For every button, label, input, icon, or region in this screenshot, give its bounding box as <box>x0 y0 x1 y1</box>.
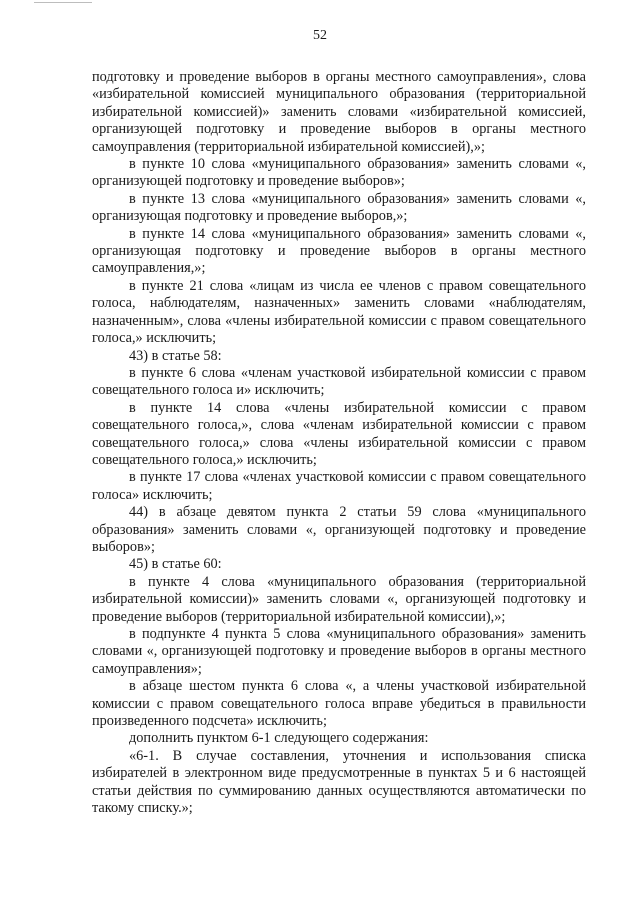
paragraph: в пункте 21 слова «лицам из числа ее членов с правом совещательного голоса, наблюдателям, назначенных» заменить словами «наблюдателям, назначенным», слова «члены избирательной комиссии с правом совещательного голоса,» исключить; <box>92 277 586 347</box>
page-number: 52 <box>313 28 327 43</box>
paragraph: подготовку и проведение выборов в органы местного самоуправления», слова «избирательной комиссией муниципального образования (территориальной избирательной комиссией)» заменить словами «избирательной комиссией, организующей подготовку и проведение выборов в органы местного самоуправления (территориальной избирательной комиссией),»; <box>92 69 586 155</box>
paragraph: в пункте 6 слова «членам участковой избирательной комиссии с правом совещательного голоса и» исключить; <box>92 364 586 399</box>
paragraph: в пункте 13 слова «муниципального образования» заменить словами «, организующая подготовку и проведение выборов,»; <box>92 190 586 225</box>
paragraph: в пункте 17 слова «членах участковой комиссии с правом совещательного голоса» исключить; <box>92 469 586 503</box>
paragraph: в подпункте 4 пункта 5 слова «муниципального образования» заменить словами «, организующей подготовку и проведение выборов в органы местного самоуправления»; <box>92 626 586 677</box>
paragraph: в абзаце шестом пункта 6 слова «, а члены участковой избирательной комиссии с правом совещательного голоса вправе убедиться в правильности произведенного подсчета» исключить; <box>92 678 586 730</box>
paragraph: 43) в статье 58: <box>129 347 222 364</box>
paragraph: «6-1. В случае составления, уточнения и использования списка избирателей в электронном виде предусмотренные в пунктах 5 и 6 настоящей статьи действия по суммированию данных осуществляются автоматически по такому списку.»; <box>92 747 586 817</box>
paragraph: дополнить пунктом 6-1 следующего содержания: <box>129 730 429 747</box>
document-body <box>92 69 586 817</box>
scan-edge-mark <box>34 2 92 3</box>
paragraph: в пункте 14 слова «члены избирательной комиссии с правом совещательного голоса,», слова «членам избирательной комиссии с правом совещательного голоса,» слова «члены избирательной комиссии с правом совещательного голоса,» исключить; <box>92 399 586 468</box>
paragraph: в пункте 10 слова «муниципального образования» заменить словами «, организующей подготовку и проведение выборов»; <box>92 156 586 190</box>
paragraph: 44) в абзаце девятом пункта 2 статьи 59 слова «муниципального образования» заменить словами «, организующей подготовку и проведение выборов»; <box>92 504 586 555</box>
paragraph: в пункте 4 слова «муниципального образования (территориальной избирательной комиссии)» заменить словами «, организующей подготовку и проведение выборов (территориальной избирательной комиссии),»; <box>92 573 586 625</box>
paragraph: в пункте 14 слова «муниципального образования» заменить словами «, организующая подготовку и проведение выборов в органы местного самоуправления,»; <box>92 225 586 277</box>
paragraph: 45) в статье 60: <box>129 556 222 573</box>
